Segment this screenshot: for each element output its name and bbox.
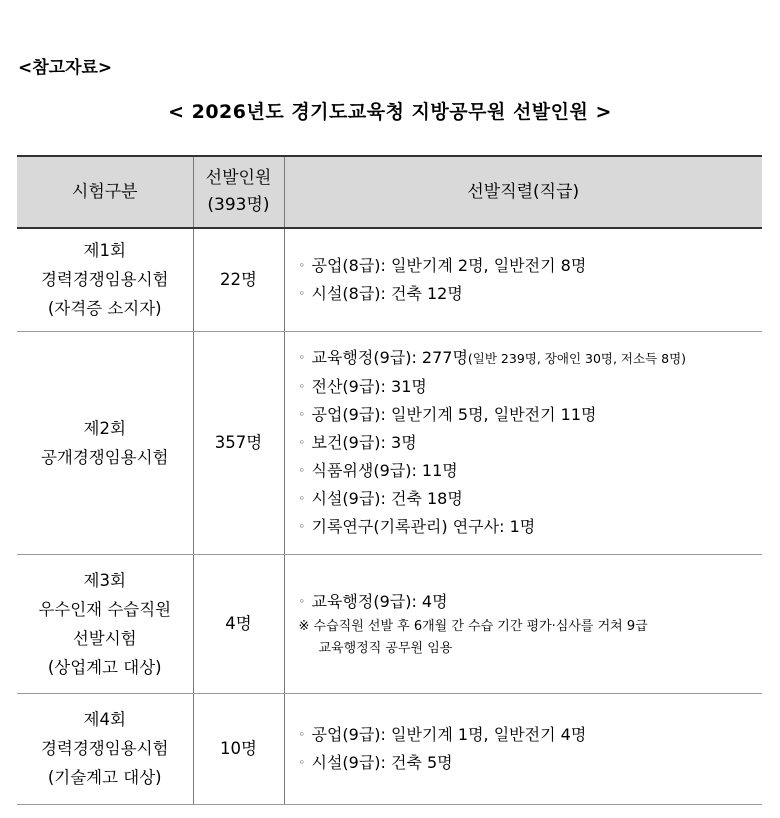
bullet-icon: ◦ <box>298 727 305 741</box>
count-value: 357명 <box>214 433 263 452</box>
selection-count <box>193 554 284 693</box>
position-breakdown: (일반 239명, 장애인 30명, 저소득 8명) <box>467 351 687 366</box>
header-count <box>193 156 284 228</box>
header-positions <box>284 156 762 228</box>
table-row <box>17 693 762 804</box>
category-line: 경력경쟁임용시험 <box>40 739 169 758</box>
exam-category <box>17 228 193 331</box>
bullet-icon: ◦ <box>298 436 305 449</box>
table-row <box>17 331 762 554</box>
category-line: 공개경쟁임용시험 <box>40 447 169 467</box>
exam-category <box>17 554 193 693</box>
note-line: ※ 수습직원 선발 후 6개월 간 수습 기간 평가·심사를 거쳐 9급 <box>298 618 648 634</box>
position-item: ◦ 전산(9급): 31명 <box>299 373 763 401</box>
header-positions-label: 선발직렬(직급) <box>467 181 580 202</box>
position-list <box>284 693 762 804</box>
category-line: 제2회 <box>83 418 126 438</box>
position-item: ◦ 시설(9급): 건축 5명 <box>299 749 763 777</box>
note-line: 교육행정직 공무원 임용 <box>318 640 453 656</box>
table-row <box>17 554 762 693</box>
exam-category <box>17 331 193 554</box>
position-item: ◦ 시설(8급): 건축 12명 <box>299 280 763 308</box>
document-title: < 2026년도 경기도교육청 지방공무원 선발인원 > <box>168 101 612 123</box>
count-value: 10명 <box>220 739 257 758</box>
selection-count <box>193 228 284 331</box>
category-line: (자격증 소지자) <box>47 299 162 319</box>
exam-category <box>17 693 193 804</box>
reference-label: <참고자료> <box>18 58 113 78</box>
position-item: ◦ 공업(8급): 일반기계 2명, 일반전기 8명 <box>299 252 763 280</box>
position-item: ◦ 교육행정(9급): 4명 <box>299 588 763 616</box>
table-row <box>17 228 762 331</box>
header-category-label: 시험구분 <box>71 181 138 202</box>
position-item: ◦ 기록연구(기록관리) 연구사: 1명 <box>299 513 763 541</box>
position-item: ◦ 시설(9급): 건축 18명 <box>299 485 763 513</box>
count-value: 4명 <box>225 614 252 633</box>
selection-count <box>193 331 284 554</box>
position-item: ◦ 공업(9급): 일반기계 1명, 일반전기 4명 <box>299 721 763 749</box>
position-list <box>284 331 762 554</box>
header-count-total: (393명) <box>207 195 270 215</box>
position-list <box>284 554 762 693</box>
selection-count <box>193 693 284 804</box>
category-line: 제3회 <box>83 570 126 590</box>
category-line: 우수인재 수습직원 <box>38 599 172 619</box>
position-item: ◦ 보건(9급): 3명 <box>299 429 763 457</box>
bullet-icon: ◦ <box>298 492 305 505</box>
bullet-icon: ◦ <box>298 258 305 272</box>
probation-note <box>299 616 763 660</box>
bullet-icon: ◦ <box>298 380 305 393</box>
category-line: (기술계고 대상) <box>47 768 162 787</box>
bullet-icon: ◦ <box>298 286 305 300</box>
category-line: 제4회 <box>83 710 126 729</box>
position-item: ◦ 교육행정(9급): 277명(일반 239명, 장애인 30명, 저소득 8명) <box>299 344 763 373</box>
bullet-icon: ◦ <box>298 464 305 477</box>
position-item: ◦ 공업(9급): 일반기계 5명, 일반전기 11명 <box>299 401 763 429</box>
bullet-icon: ◦ <box>298 594 305 608</box>
bullet-icon: ◦ <box>298 520 305 533</box>
bullet-icon: ◦ <box>298 755 305 769</box>
category-line: 경력경쟁임용시험 <box>40 270 169 290</box>
category-line: (상업계고 대상) <box>47 657 162 677</box>
category-line: 선발시험 <box>72 628 137 648</box>
header-count-label: 선발인원 <box>205 168 272 188</box>
table-header-row <box>17 156 762 228</box>
position-list <box>284 228 762 331</box>
header-category <box>17 156 193 228</box>
selection-table <box>17 155 762 805</box>
position-item: ◦ 식품위생(9급): 11명 <box>299 457 763 485</box>
bullet-icon: ◦ <box>298 351 305 364</box>
category-line: 제1회 <box>83 241 126 261</box>
count-value: 22명 <box>220 270 257 290</box>
bullet-icon: ◦ <box>298 408 305 421</box>
